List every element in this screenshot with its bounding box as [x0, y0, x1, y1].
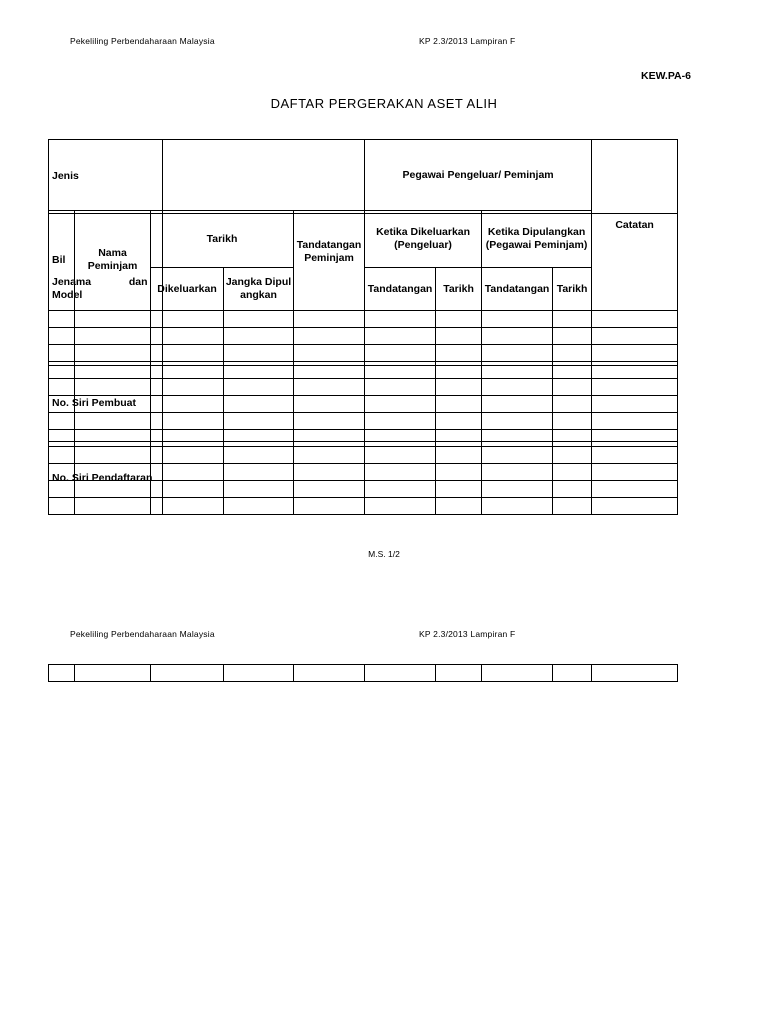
movement-register-table [48, 139, 678, 515]
tandatangan-pengeluar-header: Tandatangan [365, 268, 436, 311]
cell[interactable] [592, 665, 678, 682]
cell[interactable] [224, 665, 294, 682]
no-siri-pembuat-value[interactable] [162, 366, 678, 442]
form-code: KEW.PA-6 [641, 70, 691, 82]
no-siri-pendaftaran-label: No. Siri Pendaftaran [52, 472, 153, 485]
tandatangan-pegawai-peminjam-header: Tandatangan [482, 268, 553, 311]
cell[interactable] [365, 665, 436, 682]
no-siri-pendaftaran-value[interactable] [162, 442, 678, 515]
cell[interactable] [436, 665, 482, 682]
model-word: Model [52, 289, 83, 302]
page2-reference-header: KP 2.3/2013 Lampiran F [419, 629, 516, 639]
page2-circular-header: Pekeliling Perbendaharaan Malaysia [70, 629, 215, 639]
circular-header: Pekeliling Perbendaharaan Malaysia [70, 36, 215, 46]
cell[interactable] [151, 665, 224, 682]
jenama-model-label [49, 213, 162, 365]
no-siri-pembuat-label: No. Siri Pembuat [49, 366, 162, 442]
cell[interactable] [553, 665, 592, 682]
tarikh-pegawai-peminjam-header: Tarikh [553, 268, 592, 311]
ketika-dipulangkan-header: Ketika Dipulangkan (Pegawai Peminjam) [482, 211, 592, 268]
cell[interactable] [75, 665, 151, 682]
bil-header: Bil [49, 211, 75, 311]
jangka-dipulangkan-header: Jangka Dipulangkan [224, 268, 294, 311]
tarikh-pengeluar-header: Tarikh [436, 268, 482, 311]
jenama-model-value[interactable] [162, 213, 678, 365]
reference-header: KP 2.3/2013 Lampiran F [419, 36, 516, 46]
continuation-table [48, 664, 678, 682]
dikeluarkan-header: Dikeluarkan [151, 268, 224, 311]
jenis-label: Jenis [49, 140, 162, 213]
cell[interactable] [294, 665, 365, 682]
nama-peminjam-header: Nama Peminjam [75, 211, 151, 311]
cell[interactable] [482, 665, 553, 682]
dan-word: dan [128, 276, 148, 289]
asset-info-table [49, 140, 678, 515]
form-title: DAFTAR PERGERAKAN ASET ALIH [270, 96, 498, 111]
page-number: M.S. 1/2 [368, 549, 400, 559]
tarikh-header: Tarikh [151, 211, 294, 268]
pegawai-header: Pegawai Pengeluar/ Peminjam [365, 140, 592, 211]
table-row [49, 665, 678, 682]
jenis-value[interactable] [162, 140, 678, 213]
cell[interactable] [49, 665, 75, 682]
ketika-dikeluarkan-header: Ketika Dikeluarkan (Pengeluar) [365, 211, 482, 268]
jenama-word: Jenama [52, 276, 92, 289]
catatan-header: Catatan [592, 140, 678, 311]
tandatangan-peminjam-header: Tandatangan Peminjam [294, 211, 365, 311]
